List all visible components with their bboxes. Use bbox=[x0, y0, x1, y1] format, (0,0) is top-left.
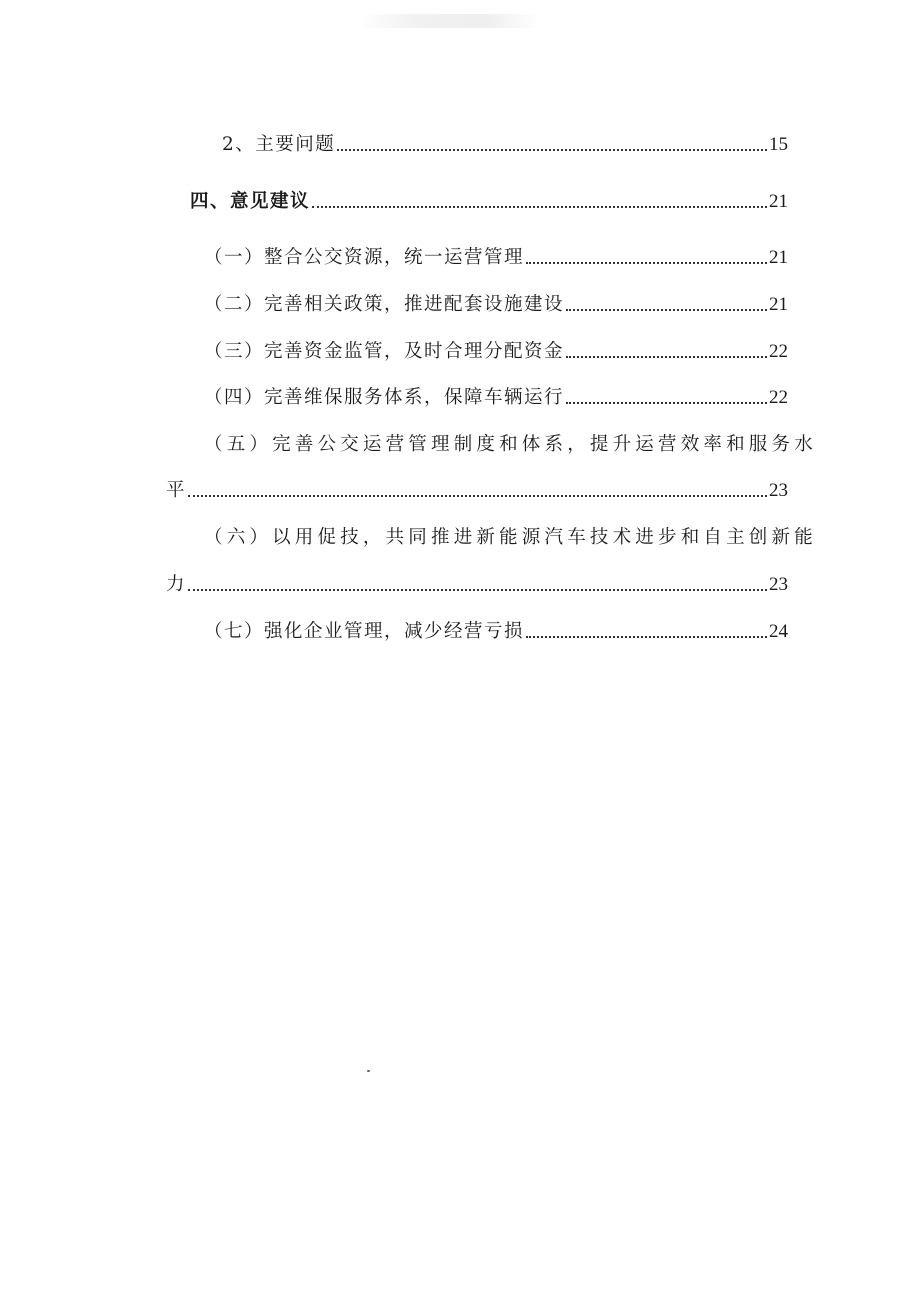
toc-page-number: 21 bbox=[769, 247, 788, 268]
toc-page-number: 22 bbox=[769, 341, 788, 362]
toc-leader-dots bbox=[566, 402, 767, 404]
toc-entry-title: 平 bbox=[166, 480, 187, 501]
toc-entry-main-issues[interactable] bbox=[222, 132, 788, 158]
toc-entry-title: 力 bbox=[166, 574, 187, 595]
toc-page-number: 23 bbox=[769, 480, 788, 501]
toc-leader-dots bbox=[526, 636, 767, 638]
toc-leader-dots bbox=[526, 262, 767, 264]
scan-bleed-mark bbox=[360, 14, 540, 28]
scan-speck bbox=[367, 1070, 370, 1072]
toc-entry-7[interactable] bbox=[204, 619, 788, 645]
toc-entry-5-line1[interactable]: （五）完善公交运营管理制度和体系，提升运营效率和服务水 bbox=[204, 434, 817, 455]
toc-entry-6-line1[interactable]: （六）以用促技，共同推进新能源汽车技术进步和自主创新能 bbox=[204, 527, 817, 548]
toc-page-number: 21 bbox=[769, 294, 788, 315]
toc-page-number: 22 bbox=[769, 387, 788, 408]
toc-page-number: 15 bbox=[769, 134, 788, 155]
toc-entry-suggestions[interactable] bbox=[190, 189, 788, 215]
toc-entry-title: 四、意见建议 bbox=[190, 191, 311, 212]
toc-entry-title: （一）整合公交资源，统一运营管理 bbox=[204, 247, 525, 268]
toc-entry-3[interactable] bbox=[204, 339, 788, 365]
toc-page-number: 21 bbox=[769, 191, 788, 212]
toc-entry-title: （三）完善资金监管，及时合理分配资金 bbox=[204, 341, 565, 362]
toc-page-number: 24 bbox=[769, 621, 788, 642]
toc-leader-dots bbox=[566, 356, 767, 358]
toc-entry-5-line2[interactable] bbox=[166, 478, 788, 504]
toc-entry-title: （二）完善相关政策，推进配套设施建设 bbox=[204, 294, 565, 315]
toc-entry-title: 2、主要问题 bbox=[222, 134, 336, 155]
toc-entry-title: （七）强化企业管理，减少经营亏损 bbox=[204, 621, 525, 642]
toc-leader-dots bbox=[337, 149, 767, 151]
toc-entry-6-line2[interactable] bbox=[166, 572, 788, 598]
toc-entry-1[interactable] bbox=[204, 245, 788, 271]
toc-entry-4[interactable] bbox=[204, 385, 788, 411]
toc-leader-dots bbox=[188, 589, 767, 591]
toc-entry-2[interactable] bbox=[204, 292, 788, 318]
toc-entry-title: （四）完善维保服务体系，保障车辆运行 bbox=[204, 387, 565, 408]
toc-page-number: 23 bbox=[769, 574, 788, 595]
toc-leader-dots bbox=[312, 206, 767, 208]
toc-leader-dots bbox=[566, 309, 767, 311]
toc-leader-dots bbox=[188, 495, 767, 497]
